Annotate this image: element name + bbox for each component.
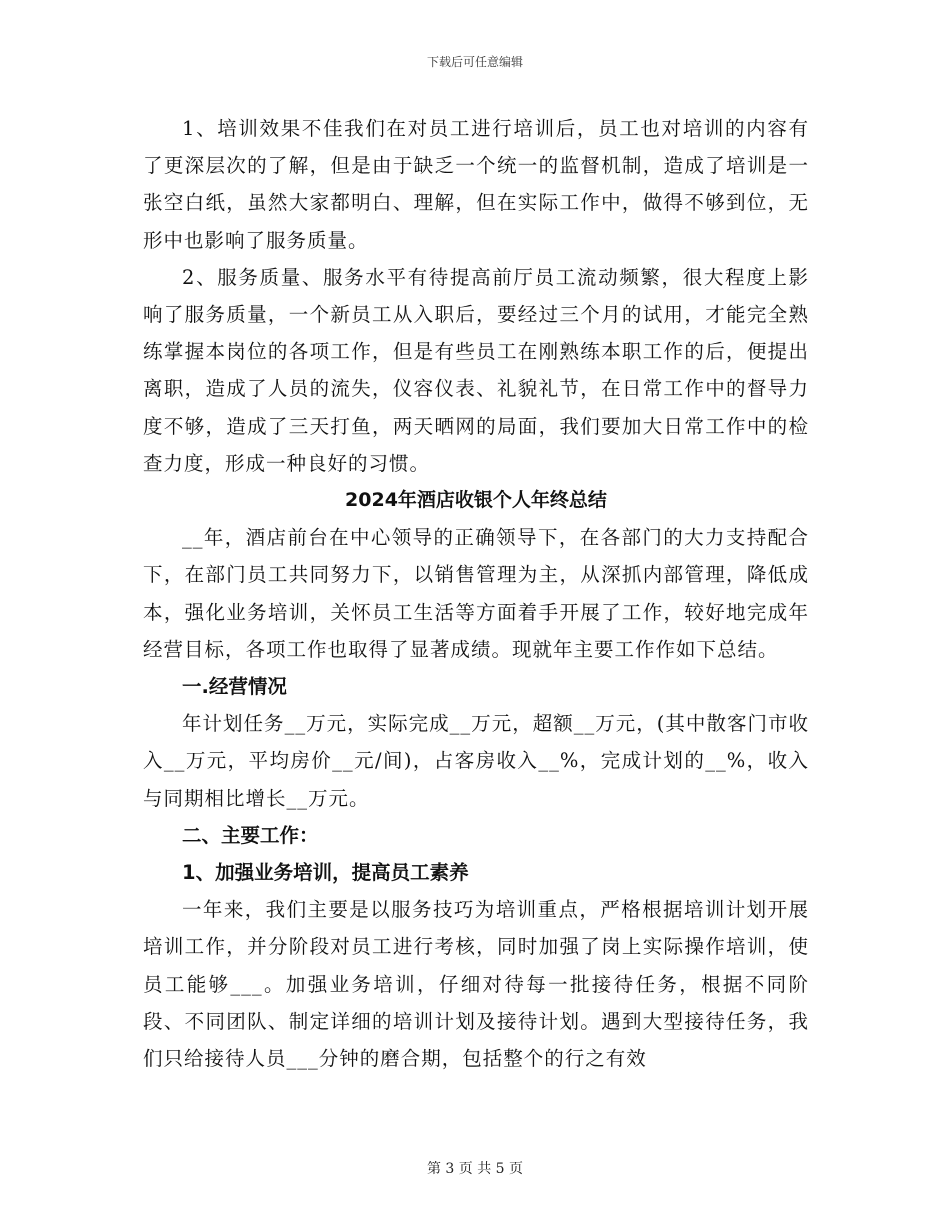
page-footer: 第 3 页 共 5 页 bbox=[426, 1161, 524, 1177]
page-header: 下载后可任意编辑 bbox=[426, 55, 523, 69]
document-body bbox=[143, 110, 809, 1077]
paragraph-service-quality: 2、服务质量、服务水平有待提高前厅员工流动频繁，很大程度上影响了服务质量，一个新员工从入职后，要经过三个月的试用，才能完全熟练掌握本岗位的各项工作，但是有些员工在刚熟练本职工作的后，便提出离职，造成了人员的流失，仪容仪表、礼貌礼节，在日常工作中的督导力度不够，造成了三天打鱼，两天晒网的局面，我们要加大日常工作中的检查力度，形成一种良好的习惯。 bbox=[143, 265, 809, 475]
paragraph-training-effect: 1、培训效果不佳我们在对员工进行培训后，员工也对培训的内容有了更深层次的了解，但是由于缺乏一个统一的监督机制，造成了培训是一张空白纸，虽然大家都明白、理解，但在实际工作中，做得不够到位，无形中也影响了服务质量。 bbox=[143, 117, 809, 252]
paragraph-intro: __年，酒店前台在中心领导的正确领导下，在各部门的大力支持配合下，在部门员工共同努力下，以销售管理为主，从深抓内部管理，降低成本，强化业务培训，关怀员工生活等方面着手开展了工作，较好地完成年经营目标，各项工作也取得了显著成绩。现就年主要工作作如下总结。 bbox=[143, 526, 809, 661]
document-title: 2024年酒店收银个人年终总结 bbox=[345, 489, 607, 512]
paragraph-operations: 年计划任务__万元，实际完成__万元，超额__万元，(其中散客门市收入__万元，平均房价__元/间)，占客房收入__%，完成计划的__%，收入与同期相比增长__万元。 bbox=[143, 712, 809, 810]
paragraph-training: 一年来，我们主要是以服务技巧为培训重点，严格根据培训计划开展培训工作，并分阶段对员工进行考核，同时加强了岗上实际操作培训，使员工能够___。加强业务培训，仔细对待每一批接待任务，根据不同阶段、不同团队、制定详细的培训计划及接待计划。遇到大型接待任务，我们只给接待人员___分钟的磨合期，包括整个的行之有效 bbox=[143, 898, 809, 1071]
heading-operations: 一.经营情况 bbox=[182, 675, 287, 699]
heading-training: 1、加强业务培训，提高员工素养 bbox=[182, 861, 469, 885]
heading-main-work: 二、主要工作： bbox=[182, 823, 319, 847]
